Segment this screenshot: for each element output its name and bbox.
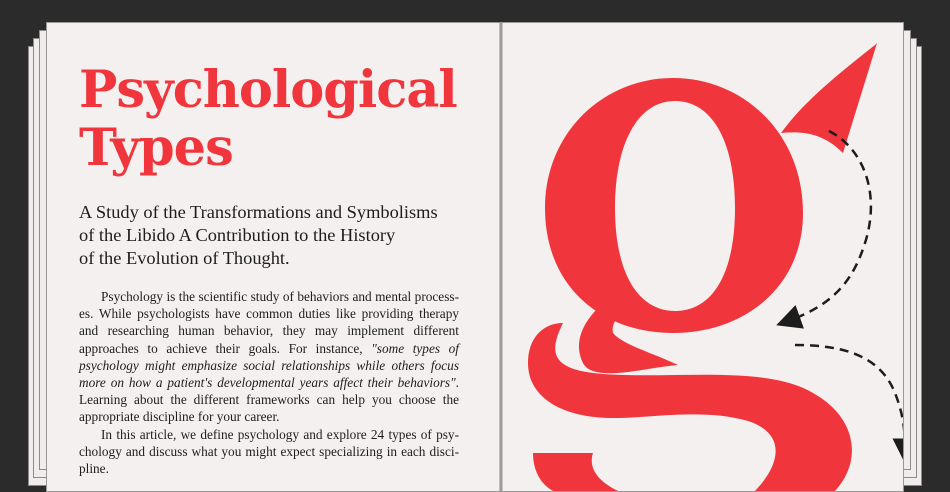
paragraph-2: In this article, we define psychology and explore 24 types of psychology and discuss what you might expect specializing in each discipline. <box>79 426 459 477</box>
paragraph-1 <box>79 288 459 426</box>
letter-g-loop-base <box>533 453 623 491</box>
page-title: Psychological Types <box>79 60 457 178</box>
right-page <box>503 23 904 491</box>
paragraph-1-text: Psychology is the scientific study of behaviors and mental processes. While psychologists have common duties like providing therapy and researching human behavior, they may implement different approaches to achieve their goals. For instance, <box>79 289 459 356</box>
letter-g-illustration <box>503 23 904 491</box>
article-body <box>79 288 459 477</box>
left-page <box>47 23 499 491</box>
paragraph-1-quote: "some types of psychology might emphasize social relationships while others focus more on how a patient's developmental years affect their behaviors" <box>79 340 459 391</box>
letter-g-ear <box>781 43 877 153</box>
open-book <box>46 22 904 492</box>
letter-g-bowl <box>545 78 803 333</box>
page-subtitle: A Study of the Transformations and Symbolisms of the Libido A Contribution to the History of the Evolution of Thought. <box>79 202 438 268</box>
paragraph-1-text-end: . Learning about the different frameworks can help you choose the appropriate discipline for your career. <box>79 375 459 425</box>
